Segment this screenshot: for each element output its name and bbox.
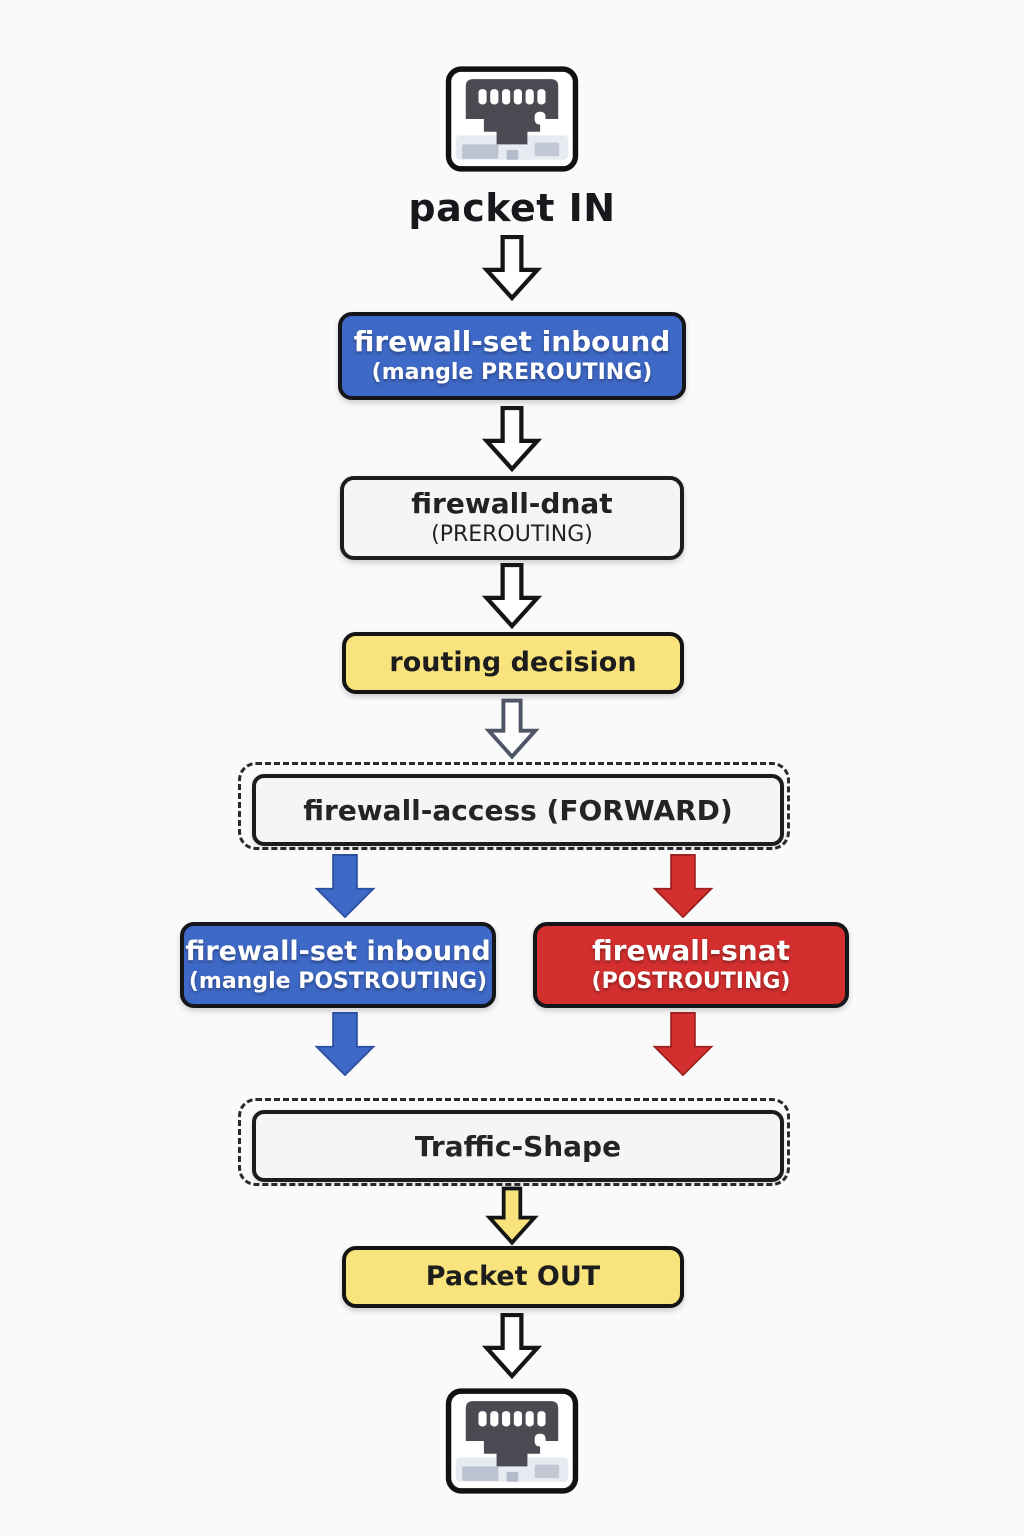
node-subtitle: (PREROUTING) xyxy=(431,522,593,548)
node-routing-decision xyxy=(342,632,684,694)
node-title: firewall-snat xyxy=(591,934,790,968)
node-title: Packet OUT xyxy=(425,1261,601,1293)
node-mangle-prerouting xyxy=(338,312,686,400)
packet-in-label: packet IN xyxy=(408,186,616,230)
arrow-down-icon xyxy=(482,1312,542,1380)
arrow-down-red-icon xyxy=(648,854,718,918)
group-firewall-access xyxy=(238,762,790,850)
arrow-down-blue-icon xyxy=(310,1012,380,1076)
node-title: firewall-set inbound xyxy=(185,935,491,967)
arrow-down-icon xyxy=(482,404,542,474)
node-title: firewall-dnat xyxy=(411,487,613,521)
arrow-down-red-icon xyxy=(648,1012,718,1076)
group-traffic-shape xyxy=(238,1098,790,1186)
node-subtitle: (mangle POSTROUTING) xyxy=(188,968,488,994)
node-title: firewall-set inbound xyxy=(353,325,671,359)
node-firewall-dnat xyxy=(340,476,684,560)
arrow-down-yellow-icon xyxy=(484,1186,540,1246)
node-firewall-access: firewall-access (FORWARD) xyxy=(252,774,784,846)
arrow-down-blue-icon xyxy=(310,854,380,918)
node-title: routing decision xyxy=(389,647,637,679)
arrow-down-icon xyxy=(482,698,542,760)
node-mangle-postrouting xyxy=(180,922,496,1008)
node-packet-out xyxy=(342,1246,684,1308)
ethernet-port-icon xyxy=(444,1386,580,1496)
node-subtitle: (mangle PREROUTING) xyxy=(371,360,653,386)
node-firewall-snat xyxy=(533,922,849,1008)
node-subtitle: (POSTROUTING) xyxy=(591,969,791,995)
arrow-down-icon xyxy=(482,230,542,306)
node-traffic-shape: Traffic-Shape xyxy=(252,1110,784,1182)
ethernet-port-icon xyxy=(444,64,580,174)
arrow-down-icon xyxy=(482,562,542,630)
